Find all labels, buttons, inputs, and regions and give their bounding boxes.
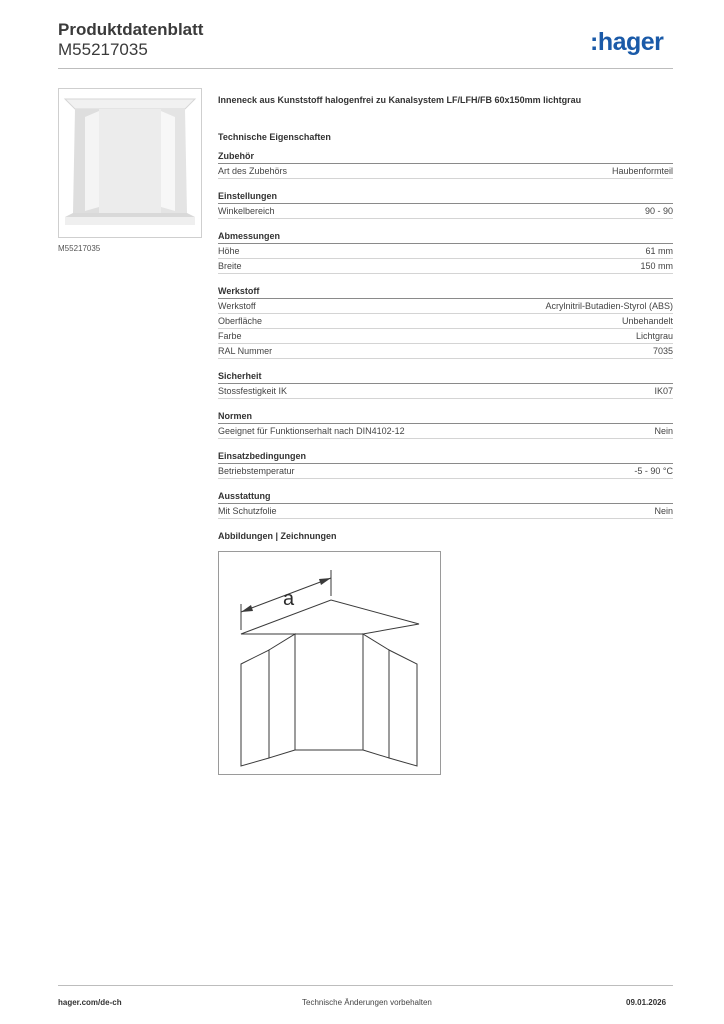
group-einstellungen <box>218 190 673 219</box>
property-row <box>218 259 673 274</box>
property-label: RAL Nummer <box>218 346 273 356</box>
property-value: Nein <box>654 506 673 516</box>
property-row <box>218 384 673 399</box>
dimension-label: a <box>283 588 295 610</box>
group-einsatzbedingungen <box>218 450 673 479</box>
property-value: Nein <box>654 426 673 436</box>
figures-title: Abbildungen | Zeichnungen <box>218 531 337 541</box>
property-row <box>218 329 673 344</box>
group-title: Ausstattung <box>218 490 673 504</box>
image-caption: M55217035 <box>58 244 101 253</box>
footer-website-link[interactable]: hager.com/de-ch <box>58 998 122 1007</box>
document-title: Produktdatenblatt <box>58 20 204 39</box>
property-label: Art des Zubehörs <box>218 166 288 176</box>
property-label: Geeignet für Funktionserhalt nach DIN4102-12 <box>218 426 405 436</box>
product-details <box>218 92 673 519</box>
product-image <box>58 88 202 238</box>
property-row <box>218 424 673 439</box>
property-value: Acrylnitril-Butadien-Styrol (ABS) <box>545 301 673 311</box>
property-label: Winkelbereich <box>218 206 275 216</box>
group-ausstattung <box>218 490 673 519</box>
group-sicherheit <box>218 370 673 399</box>
property-label: Betriebstemperatur <box>218 466 295 476</box>
technical-drawing <box>218 551 441 775</box>
property-value: -5 - 90 °C <box>634 466 673 476</box>
property-value: Lichtgrau <box>635 331 673 341</box>
property-row <box>218 244 673 259</box>
group-werkstoff <box>218 285 673 359</box>
property-row <box>218 164 673 179</box>
document-header <box>58 20 203 60</box>
product-description: Inneneck aus Kunststoff halogenfrei zu Kanalsystem LF/LFH/FB 60x150mm lichtgrau <box>218 95 582 105</box>
logo-text: :hager <box>590 28 664 56</box>
property-row <box>218 344 673 359</box>
property-label: Breite <box>218 261 242 271</box>
property-row <box>218 314 673 329</box>
property-value: 90 - 90 <box>644 206 673 216</box>
group-title: Einstellungen <box>218 190 673 204</box>
property-value: 7035 <box>652 346 673 356</box>
article-number: M55217035 <box>58 40 148 59</box>
property-row <box>218 204 673 219</box>
group-normen <box>218 410 673 439</box>
property-value: Haubenformteil <box>611 166 673 176</box>
property-label: Oberfläche <box>218 316 263 326</box>
group-title: Einsatzbedingungen <box>218 450 673 464</box>
group-title: Abmessungen <box>218 230 673 244</box>
hager-logo[interactable] <box>590 28 663 57</box>
footer-date: 09.01.2026 <box>626 998 667 1007</box>
property-value: IK07 <box>654 386 673 396</box>
property-row <box>218 299 673 314</box>
group-title: Normen <box>218 410 673 424</box>
group-abmessungen <box>218 230 673 274</box>
property-label: Werkstoff <box>218 301 256 311</box>
group-zubehoer <box>218 150 673 179</box>
group-title: Zubehör <box>218 150 673 164</box>
property-value: 61 mm <box>645 246 673 256</box>
property-value: 150 mm <box>640 261 673 271</box>
header-divider <box>58 68 673 69</box>
group-title: Sicherheit <box>218 370 673 384</box>
property-label: Stossfestigkeit IK <box>218 386 288 396</box>
group-title: Werkstoff <box>218 285 673 299</box>
property-row <box>218 504 673 519</box>
property-label: Farbe <box>218 331 242 341</box>
property-row <box>218 464 673 479</box>
section-title: Technische Eigenschaften <box>218 132 331 142</box>
corner-drawing-icon <box>219 552 440 774</box>
property-label: Höhe <box>218 246 240 256</box>
footer-notice: Technische Änderungen vorbehalten <box>302 998 432 1007</box>
property-label: Mit Schutzfolie <box>218 506 277 516</box>
product-photo-icon <box>59 89 201 237</box>
footer-divider <box>58 985 673 986</box>
property-value: Unbehandelt <box>621 316 673 326</box>
